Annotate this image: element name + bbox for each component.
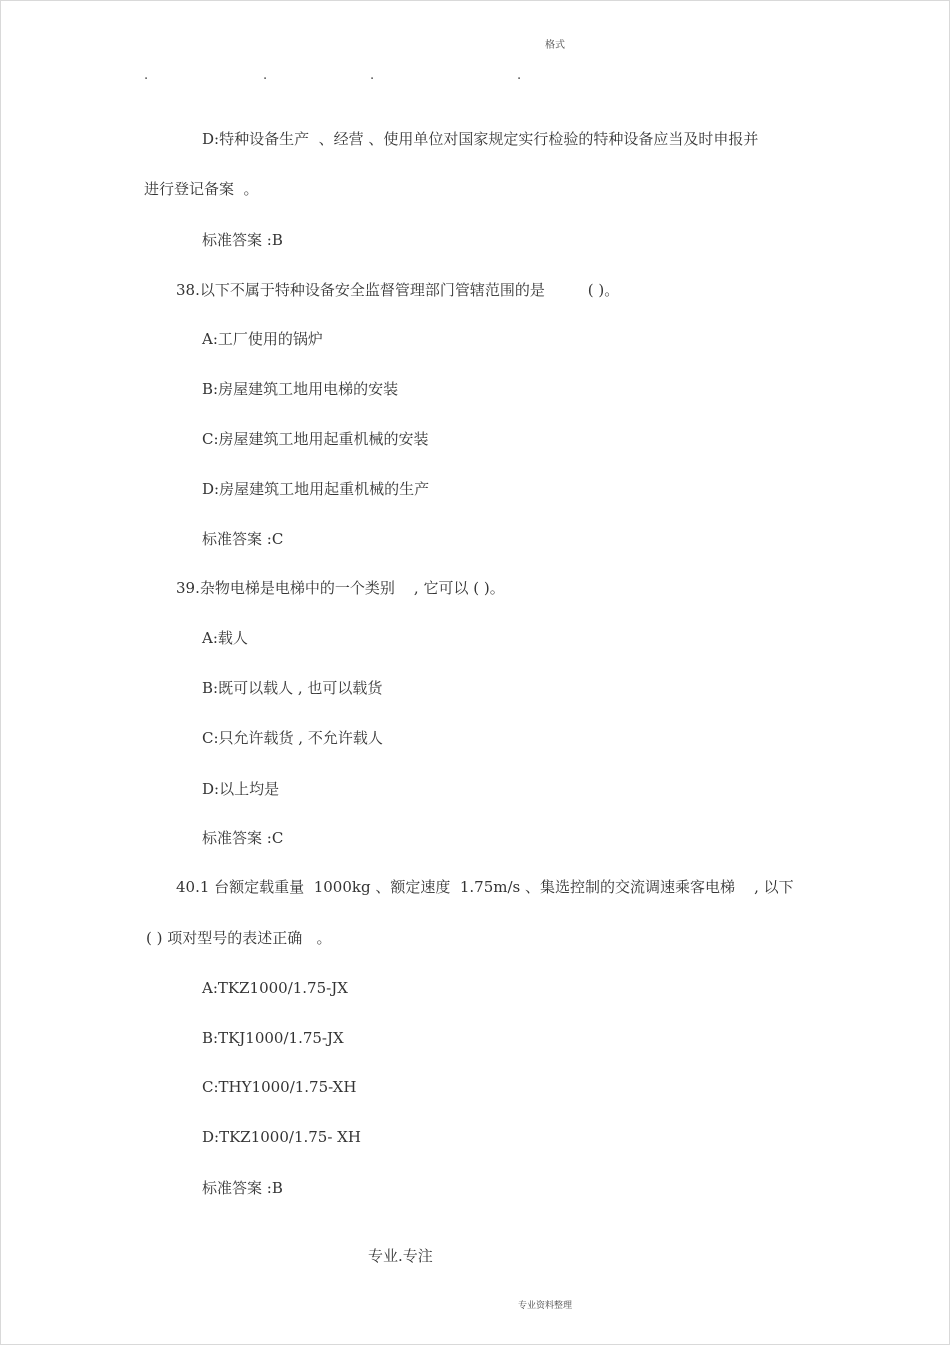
q38-answer: 标准答案 :C bbox=[202, 530, 284, 548]
q40-option-a: A:TKZ1000/1.75-JX bbox=[202, 979, 348, 997]
q38-option-c: C:房屋建筑工地用起重机械的安装 bbox=[202, 430, 429, 448]
footer-caption: 专业资料整理 bbox=[518, 1301, 573, 1311]
header-dot: . bbox=[263, 68, 268, 83]
q38-stem: 38.以下不属于特种设备安全监督管理部门管辖范围的是 ( )。 bbox=[176, 281, 620, 299]
q39-option-a: A:载人 bbox=[202, 629, 248, 647]
q40-answer: 标准答案 :B bbox=[202, 1179, 283, 1197]
header-title: 格式 bbox=[545, 40, 565, 51]
q38-option-d: D:房屋建筑工地用起重机械的生产 bbox=[202, 480, 430, 498]
q39-option-c: C:只允许载货 , 不允许载人 bbox=[202, 729, 383, 747]
header-dot: . bbox=[144, 68, 149, 83]
q40-stem-line2: ( ) 项对型号的表述正确 。 bbox=[146, 929, 332, 947]
header-dot: . bbox=[370, 68, 375, 83]
q39-stem: 39.杂物电梯是电梯中的一个类别 , 它可以 ( )。 bbox=[176, 579, 505, 597]
q40-option-b: B:TKJ1000/1.75-JX bbox=[202, 1029, 344, 1047]
q40-option-c: C:THY1000/1.75-XH bbox=[202, 1078, 357, 1096]
q37-option-d-line2: 进行登记备案 。 bbox=[144, 180, 259, 198]
q39-option-b: B:既可以载人 , 也可以载货 bbox=[202, 679, 383, 697]
q38-option-b: B:房屋建筑工地用电梯的安装 bbox=[202, 380, 399, 398]
q37-answer: 标准答案 :B bbox=[202, 231, 283, 249]
q39-answer: 标准答案 :C bbox=[202, 829, 284, 847]
q38-option-a: A:工厂使用的锅炉 bbox=[202, 330, 323, 348]
q39-option-d: D:以上均是 bbox=[202, 780, 280, 798]
footer-slogan: 专业.专注 bbox=[368, 1247, 433, 1265]
header-dot: . bbox=[517, 68, 522, 83]
q40-option-d: D:TKZ1000/1.75- XH bbox=[202, 1128, 361, 1146]
q40-stem-line1: 40.1 台额定载重量 1000kg 、额定速度 1.75m/s 、集选控制的交流调速乘客电梯 , 以下 bbox=[176, 878, 794, 896]
q37-option-d-line1: D:特种设备生产 、经营 、使用单位对国家规定实行检验的特种设备应当及时申报并 bbox=[202, 130, 759, 148]
